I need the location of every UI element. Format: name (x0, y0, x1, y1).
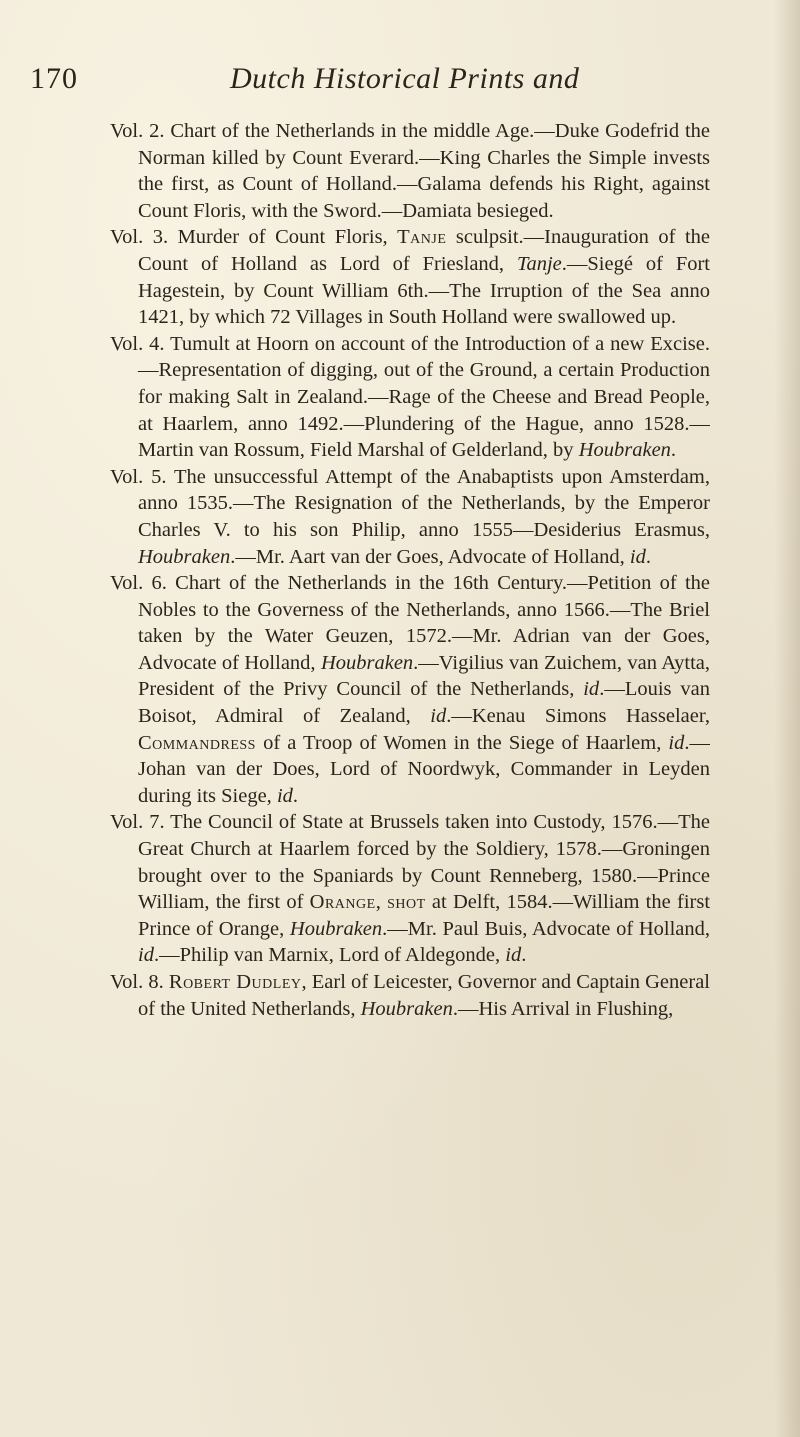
volume-entry (110, 969, 710, 1022)
entry-text-run: id (138, 944, 154, 967)
entry-text-run: .—Johan van der Does, Lord of Noordwyk, Commander in Leyden during its Siege, (138, 731, 710, 807)
entry-text-run: id (629, 545, 646, 568)
entry-text-run: Tanje (397, 226, 447, 249)
volume-entry (110, 570, 710, 809)
entry-text-run: Orange (309, 891, 376, 914)
entry-text-run: . (645, 545, 651, 568)
volume-entry (110, 331, 710, 464)
entry-text-run: Tanje (516, 252, 562, 275)
entry-text-run: id (276, 784, 293, 807)
entry-text-run: .—Siegé of Fort Hagestein, by Count William 6th.—The Irruption of the Sea anno 1421, by which 72 Villages in South Holland were swallowed up. (138, 252, 710, 329)
page-header (30, 62, 770, 102)
entry-text-run: Vol. 6. Chart of the Netherlands in the 16th Century.—Petition of the Nobles to the Governess of the Netherlands, anno 1566.—The Briel taken by the Water Geuzen, 1572.—Mr. Adrian van der Goes, Advocate of Holland, (110, 572, 710, 674)
entry-text-run: .—Louis van Boisot, Admiral of Zealand, (138, 678, 710, 728)
entry-text-run: at Delft, 1584.—William the first Prince of Orange, (138, 891, 710, 940)
entry-text-run: id (668, 731, 685, 754)
entry-text-run: id (583, 678, 600, 701)
entry-text-run: Vol. 3. Murder of Count Floris, (110, 226, 398, 249)
entry-text-run: .—Mr. Paul Buis, Advocate of Holland, (382, 917, 710, 940)
entry-text-run: Houbraken (578, 439, 671, 462)
entry-text-run: Vol. 4. Tumult at Hoorn on account of the Introduction of a new Excise.—Representation of digging, out of the Ground, a certain Production for making Salt in Zealand.—Rage of the Cheese and Bread People, at Haarlem, anno 1492.—Plundering of the Hague, anno 1528.—Martin van Rossum, Field Marshal of Gelderland, by (110, 332, 710, 462)
entry-text-run: Vol. 2. Chart of the Netherlands in the middle Age.—Duke Godefrid the Norman killed by Count Everard.—King Charles the Simple invests the first, as Count of Holland.—Galama defends his Right, against Count Floris, with the Sword.—Damiata besieged. (110, 120, 710, 222)
volume-entry (110, 464, 710, 570)
entry-text-run: Houbraken (289, 917, 383, 940)
entry-text-run: Houbraken (320, 651, 414, 674)
entry-text-run: Vol. 5. The unsuccessful Attempt of the Anabaptists upon Amsterdam, anno 1535.—The Resignation of the Netherlands, by the Emperor Charles V. to his son Philip, anno 1555—Desiderius Erasmus, (110, 465, 710, 541)
volume-entry (110, 118, 710, 224)
entry-text-run: Vol. 8. (110, 971, 169, 993)
entry-text-run: Vol. 7. The Council of State at Brussels taken into Custody, 1576.—The Great Church at Haarlem forced by the Soldiery, 1578.—Groningen brought over to the Spaniards by Count Renneberg, 1580.—Prince William, the first of (110, 811, 710, 914)
entry-text-run: .—Kenau Simons Hasselaer, (446, 705, 710, 728)
entry-text-run: Houbraken (360, 997, 453, 1020)
entry-text-run: . (292, 784, 299, 807)
volume-entry (110, 809, 710, 969)
entry-text-run: , Earl of Leicester, Governor and Captain General of the United Netherlands, (138, 971, 710, 1020)
entry-text-run: Robert Dudley (168, 971, 302, 993)
entry-text-run: . (670, 439, 677, 462)
entry-text-run: . (521, 944, 527, 967)
entry-text-run: of a Troop of Women in the Siege of Haarlem, (255, 731, 669, 754)
entry-text-run: id (505, 944, 522, 967)
entry-text-run: Houbraken (138, 545, 231, 568)
volume-entry (110, 224, 710, 330)
entry-text-run: id (430, 705, 447, 728)
entry-text-run: .—Vigilius van Zuichem, van Aytta, President of the Privy Council of the Netherlands, (138, 651, 710, 701)
entry-text-run: , (375, 891, 388, 914)
page-edge-shadow (774, 0, 800, 1437)
entry-text-run: sculpsit.—Inauguration of the Count of Holland as Lord of Friesland, (138, 226, 710, 275)
entry-text-run: Commandress (138, 731, 256, 754)
entry-text-run: .—Philip van Marnix, Lord of Aldegonde, (153, 944, 506, 967)
entry-text-run: .—Mr. Aart van der Goes, Advocate of Holland, (230, 545, 630, 568)
catalogue-text (110, 118, 710, 1408)
entry-text-run: .—His Arrival in Flushing, (452, 997, 674, 1020)
entry-text-run: shot (387, 891, 426, 914)
page-number: 170 (30, 62, 78, 95)
running-title: Dutch Historical Prints and (230, 62, 580, 95)
